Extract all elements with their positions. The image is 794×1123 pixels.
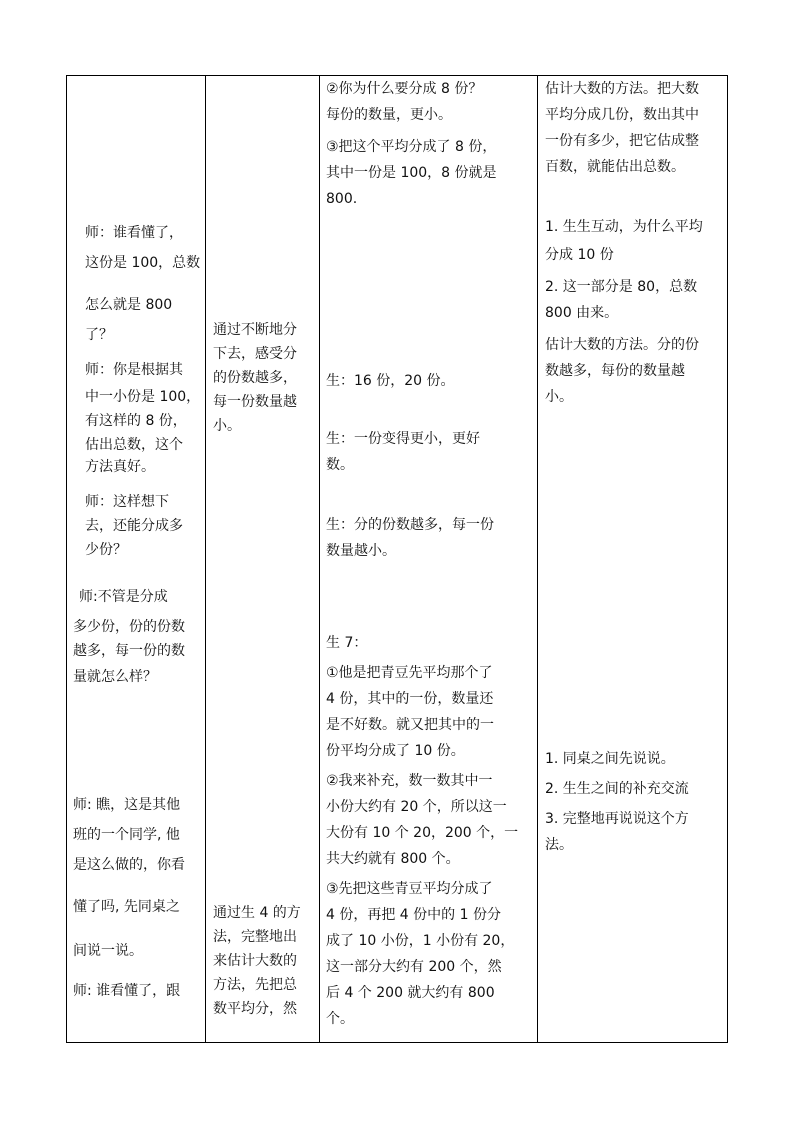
text-line: 800 由来。 bbox=[545, 305, 619, 321]
text-line: 一份有多少，把它估成整 bbox=[545, 133, 699, 149]
text-line: ③先把这些青豆平均分成了 bbox=[326, 881, 493, 897]
text-line: 越多，每一份的数 bbox=[73, 643, 185, 659]
text-line: 怎么就是 800 bbox=[85, 297, 173, 313]
text-line: 估计大数的方法。把大数 bbox=[545, 81, 699, 97]
text-line: ②我来补充，数一数其中一 bbox=[326, 773, 493, 789]
text-line: 通过不断地分 bbox=[213, 322, 297, 338]
text-line: 小。 bbox=[545, 389, 573, 405]
text-line: 1. 生生互动，为什么平均 bbox=[545, 219, 703, 235]
text-line: 后 4 个 200 就大约有 800 bbox=[326, 985, 495, 1001]
text-line: 懂了吗, 先同桌之 bbox=[73, 899, 180, 915]
text-line: 方法真好。 bbox=[85, 459, 155, 475]
text-line: 成了 10 小份，1 小份有 20， bbox=[326, 933, 515, 949]
text-line: 下去，感受分 bbox=[213, 346, 297, 362]
text-line: 800. bbox=[326, 191, 358, 207]
text-line: 班的一个同学, 他 bbox=[73, 827, 180, 843]
text-line: 是这么做的，你看 bbox=[73, 857, 185, 873]
text-line: 师: 谁看懂了，跟 bbox=[73, 983, 181, 999]
text-line: 师：你是根据其 bbox=[85, 362, 183, 378]
text-line: 估计大数的方法。分的份 bbox=[545, 337, 699, 353]
text-line: 份平均分成了 10 份。 bbox=[326, 743, 465, 759]
text-line: 是不好数。就又把其中的一 bbox=[326, 717, 494, 733]
text-line: 来估计大数的 bbox=[213, 953, 297, 969]
text-line: 共大约就有 800 个。 bbox=[326, 851, 460, 867]
text-line: 小份大约有 20 个，所以这一 bbox=[326, 799, 507, 815]
text-line: 百数，就能估出总数。 bbox=[545, 159, 685, 175]
text-line: 少份？ bbox=[85, 542, 127, 558]
text-line: 大份有 10 个 20，200 个，一 bbox=[326, 825, 519, 841]
text-line: 小。 bbox=[213, 418, 241, 434]
text-line: 2. 这一部分是 80，总数 bbox=[545, 279, 698, 295]
text-line: 中一小份是 100， bbox=[85, 389, 201, 405]
text-line: 平均分成几份，数出其中 bbox=[545, 107, 699, 123]
lesson-plan-table bbox=[66, 75, 728, 1043]
activity-column bbox=[537, 76, 729, 1042]
text-line: 每一份数量越 bbox=[213, 394, 297, 410]
text-line: 其中一份是 100，8 份就是 bbox=[326, 165, 497, 181]
text-line: ②你为什么要分成 8 份？ bbox=[326, 81, 483, 97]
text-line: 3. 完整地再说说这个方 bbox=[545, 811, 689, 827]
text-line: 个。 bbox=[326, 1011, 354, 1027]
text-line: 生：一份变得更小，更好 bbox=[326, 431, 480, 447]
text-line: 生：分的份数越多，每一份 bbox=[326, 517, 494, 533]
intent-column bbox=[205, 76, 319, 1042]
text-line: 的份数越多， bbox=[213, 370, 297, 386]
text-line: 数平均分，然 bbox=[213, 1001, 297, 1017]
text-line: 分成 10 份 bbox=[545, 247, 614, 263]
text-line: 这一部分大约有 200 个，然 bbox=[326, 959, 502, 975]
text-line: 多少份，份的份数 bbox=[73, 619, 185, 635]
text-line: 这份是 100，总数 bbox=[85, 255, 201, 271]
text-line: ③把这个平均分成了 8 份， bbox=[326, 139, 497, 155]
text-line: 法，完整地出 bbox=[213, 929, 297, 945]
text-line: 师：这样想下 bbox=[85, 494, 169, 510]
text-line: 了？ bbox=[85, 327, 113, 343]
text-line: 生 7： bbox=[326, 635, 368, 651]
text-line: 师: 瞧，这是其他 bbox=[73, 797, 181, 813]
text-line: 量就怎么样？ bbox=[73, 669, 157, 685]
text-line: 去，还能分成多 bbox=[85, 518, 183, 534]
student-column bbox=[319, 76, 537, 1042]
text-line: 间说一说。 bbox=[73, 943, 143, 959]
text-line: 数越多，每份的数量越 bbox=[545, 363, 685, 379]
text-line: 师：谁看懂了， bbox=[85, 225, 183, 241]
text-line: 估出总数，这个 bbox=[85, 437, 183, 453]
text-line: 每份的数量，更小。 bbox=[326, 107, 452, 123]
text-line: 4 份，其中的一份，数量还 bbox=[326, 691, 494, 707]
text-line: 数量越小。 bbox=[326, 543, 396, 559]
text-line: 1. 同桌之间先说说。 bbox=[545, 751, 675, 767]
teacher-column bbox=[67, 76, 205, 1042]
text-line: 方法，先把总 bbox=[213, 977, 297, 993]
text-line: 2. 生生之间的补充交流 bbox=[545, 781, 689, 797]
text-line: 通过生 4 的方 bbox=[213, 905, 301, 921]
text-line: 4 份，再把 4 份中的 1 份分 bbox=[326, 907, 501, 923]
text-line: 数。 bbox=[326, 457, 354, 473]
text-line: 有这样的 8 份， bbox=[85, 413, 187, 429]
text-line: 师:不管是分成 bbox=[79, 589, 168, 605]
text-line: 法。 bbox=[545, 837, 573, 853]
text-line: 生：16 份，20 份。 bbox=[326, 373, 455, 389]
text-line: ①他是把青豆先平均那个了 bbox=[326, 665, 493, 681]
